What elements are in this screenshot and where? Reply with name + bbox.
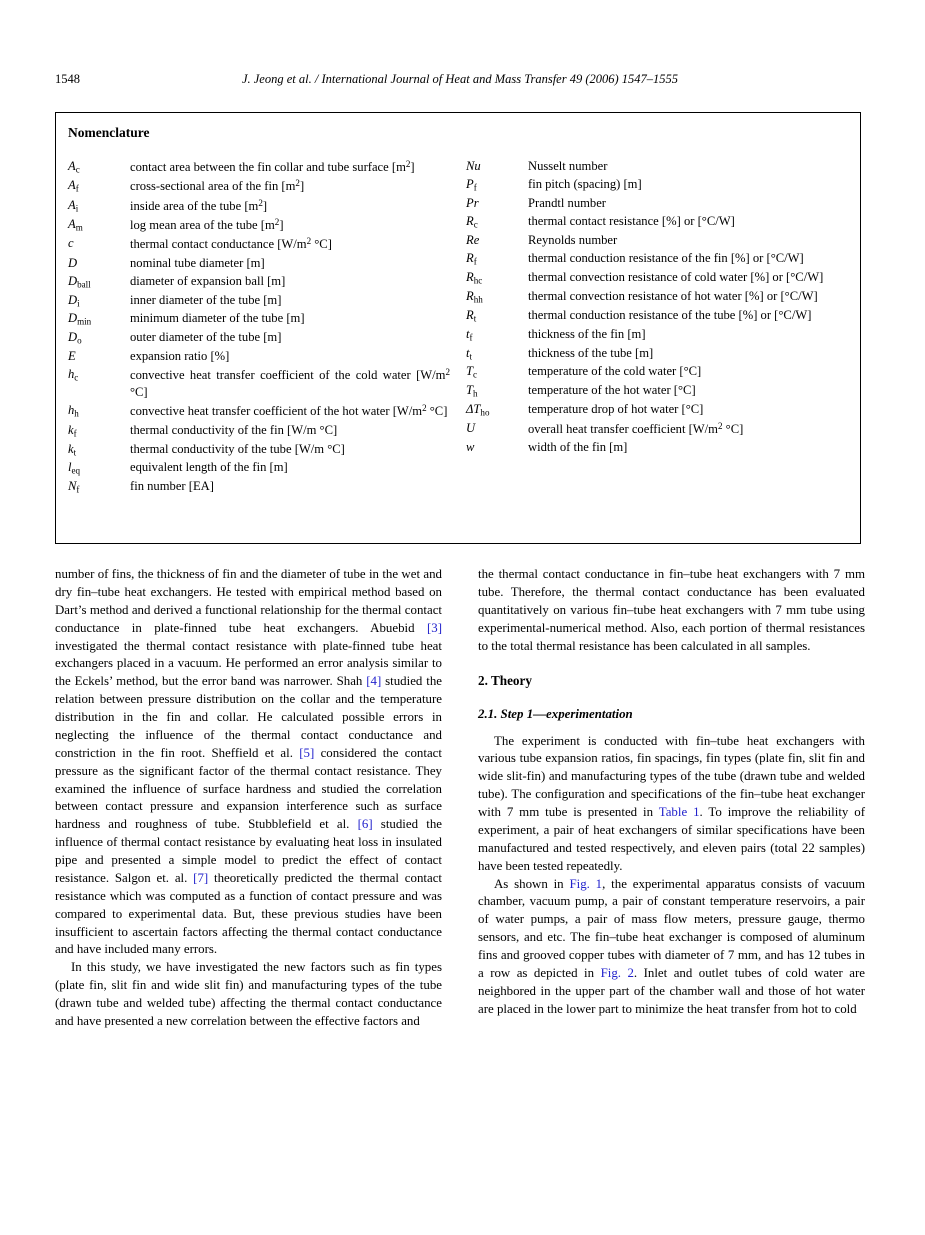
nomenclature-entry (68, 255, 450, 272)
nomenclature-symbol: $A_m$ (68, 216, 83, 233)
nomenclature-definition: thermal conductivity of the tube [W/m °C] (130, 441, 345, 456)
nomenclature-symbol: $R_{hh}$ (466, 289, 483, 305)
nomenclature-entry (466, 401, 848, 418)
nomenclature-entry (466, 382, 848, 399)
nomenclature-entry (68, 235, 450, 253)
nomenclature-definition: Reynolds number (528, 233, 618, 248)
nomenclature-definition: thermal contact resistance [%] or [°C/W] (528, 214, 735, 229)
nomenclature-definition: log mean area of the tube $[m^2]$ (130, 216, 284, 233)
nomenclature-entry (466, 269, 848, 286)
nomenclature-symbol: D (68, 255, 78, 270)
nomenclature-symbol: $\Delta T_{ho}$ (466, 401, 490, 418)
nomenclature-entry (68, 158, 450, 176)
paragraph: In this study, we have investigated the new factors such as fin types (plate fin, slit fin and wide slit fin) and manufacturing types of the tube (drawn tube and welded tube) affecting the thermal contact conductance and have presented a new correlation between the effective factors and (55, 960, 442, 1028)
nomenclature-symbol: U (466, 420, 476, 435)
nomenclature-definition: temperature drop of hot water [°C] (528, 401, 704, 416)
nomenclature-definition: minimum diameter of the tube [m] (130, 311, 305, 326)
nomenclature-entry (68, 478, 450, 495)
nomenclature-definition: thermal conduction resistance of the fin [%] or [°C/W] (528, 251, 804, 266)
nomenclature-symbol: Re (466, 233, 480, 248)
nomenclature-definition: width of the fin [m] (528, 440, 628, 455)
nomenclature-entry (466, 288, 848, 305)
nomenclature-entry (68, 329, 450, 346)
nomenclature-definition: Prandtl number (528, 196, 606, 211)
nomenclature-definition: outer diameter of the tube [m] (130, 330, 282, 345)
nomenclature-entry (466, 250, 848, 267)
nomenclature-definition: temperature of the hot water [°C] (528, 383, 696, 398)
nomenclature-entry (68, 459, 450, 476)
nomenclature-definition: thermal contact conductance [$W/m^2$ °C] (130, 236, 332, 252)
nomenclature-symbol: $R_t$ (466, 307, 477, 324)
nomenclature-entry (466, 158, 848, 175)
nomenclature-definition: Nusselt number (528, 159, 608, 173)
nomenclature-symbol: $P_f$ (466, 177, 477, 193)
nomenclature-entry (68, 273, 450, 290)
nomenclature-symbol: $k_t$ (68, 441, 77, 457)
nomenclature-definition: inner diameter of the tube [m] (130, 292, 282, 307)
nomenclature-box (55, 112, 861, 544)
nomenclature-symbol: Pr (466, 196, 479, 211)
nomenclature-symbol: c (68, 236, 74, 251)
nomenclature-columns (68, 158, 850, 497)
nomenclature-entry (466, 195, 848, 212)
section-heading: 2. Theory (478, 673, 532, 689)
nomenclature-definition: nominal tube diameter [m] (130, 255, 265, 270)
nomenclature-symbol: $D_o$ (68, 330, 82, 346)
nomenclature-symbol: $h_c$ (68, 367, 79, 383)
nomenclature-symbol: $D_{ball}$ (68, 273, 91, 290)
nomenclature-entry (466, 326, 848, 343)
nomenclature-entry (466, 176, 848, 193)
nomenclature-symbol: $N_f$ (68, 479, 80, 495)
nomenclature-definition: diameter of expansion ball [m] (130, 273, 286, 288)
paragraph: number of fins, the thickness of fin and the diameter of tube in the wet and dry fin–tube heat exchangers. He tested with empirical method based on Dart’s method and derived a functional relationship for the thermal contact conductance in plate-finned tube heat exchangers. Abuebid [3] investigated the thermal contact resistance with plate-finned tube heat exchangers placed in a vacuum. He performed an error analysis similar to the Eckels’ method, but the error band was narrower. Shah [4] studied the relation between pressure distribution on the collar and the temperature distribution in the fin and collar. He calculated possible errors in neglecting the influence of the thermal contact conductance and constriction in the fin root. Sheffield et al. [5] considered the contact pressure as the significant factor of the thermal contact resistance. They examined the influence of surface hardness and studied the correlation between contact pressure and expansion interference such as surface hardness and roughness of tube. Stubblefield et al. [6] studied the influence of thermal contact resistance by evaluating heat loss in insulated pipe and presented a simple model to predict the effect of contact resistance. Salgon et. al. [7] theoretically predicted the thermal contact resistance which was computed as a function of contact pressure and was compared to experimental data. But, these previous studies have been insufficient to ascertain factors affecting the thermal contact conductance and have included many errors. (55, 567, 442, 957)
nomenclature-definition: cross-sectional area of the fin $[m^2]$ (130, 178, 305, 194)
nomenclature-symbol: $t_f$ (466, 326, 473, 342)
nomenclature-definition: thermal convection resistance of cold water [%] or [°C/W] (528, 270, 824, 285)
nomenclature-symbol: $l_{eq}$ (68, 460, 81, 476)
nomenclature-symbol: E (68, 349, 76, 364)
paragraph: The experiment is conducted with fin–tube heat exchangers with various tube expansion ratios, fin spacings, fin types (plate fin, slit fin and wide slit-fin) and manufacturing types of the tube (drawn tube and welded tube). The configuration and specifications of the fin–tube heat exchanger with 7 mm tube is presented in Table 1. To improve the reliability of experiment, a pair of heat exchangers of similar specifications have been manufactured and tested respectively, and eleven pairs (total 22 samples) have been tested repeatedly. (478, 733, 865, 873)
nomenclature-entry (68, 348, 450, 365)
body-right-column (478, 566, 865, 1031)
nomenclature-entry (68, 366, 450, 401)
nomenclature-symbol: $k_f$ (68, 422, 77, 438)
nomenclature-left-column (68, 158, 450, 497)
nomenclature-entry (68, 216, 450, 234)
page-number: 1548 (55, 72, 80, 86)
nomenclature-symbol: Nu (466, 159, 481, 173)
nomenclature-definition: fin number [EA] (130, 479, 214, 494)
nomenclature-right-column (466, 158, 848, 497)
nomenclature-symbol: $T_h$ (466, 383, 478, 399)
nomenclature-definition: thermal conductivity of the fin [W/m °C] (130, 422, 338, 437)
nomenclature-entry (68, 292, 450, 309)
nomenclature-definition: overall heat transfer coefficient [$W/m^2$ °C] (528, 420, 744, 436)
body-left-column (55, 566, 442, 1031)
nomenclature-symbol: $A_f$ (68, 178, 79, 194)
nomenclature-definition: equivalent length of the fin [m] (130, 460, 288, 475)
nomenclature-entry (466, 213, 848, 230)
nomenclature-definition: fin pitch (spacing) [m] (528, 177, 642, 192)
nomenclature-definition: convective heat transfer coefficient of the cold water [$W/m^2$ °C] (130, 367, 450, 400)
nomenclature-definition: contact area between the fin collar and tube surface $[m^2]$ (130, 159, 415, 175)
nomenclature-symbol: $t_t$ (466, 345, 473, 361)
nomenclature-entry (466, 232, 848, 249)
nomenclature-entry (466, 345, 848, 362)
nomenclature-definition: convective heat transfer coefficient of the hot water [$W/m^2$ °C] (130, 403, 448, 419)
nomenclature-entry (68, 441, 450, 458)
nomenclature-symbol: $R_f$ (466, 251, 477, 267)
body-columns (55, 566, 865, 1031)
nomenclature-entry (68, 310, 450, 327)
nomenclature-definition: thermal convection resistance of hot water [%] or [°C/W] (528, 289, 818, 304)
subsection-heading: 2.1. Step 1—experimentation (478, 706, 633, 721)
nomenclature-symbol: $A_i$ (68, 197, 79, 213)
nomenclature-symbol: $D_i$ (68, 292, 80, 308)
nomenclature-symbol: $R_c$ (466, 214, 478, 230)
nomenclature-symbol: w (466, 440, 475, 455)
nomenclature-definition: temperature of the cold water [°C] (528, 364, 702, 379)
nomenclature-symbol: $R_{hc}$ (466, 270, 483, 286)
nomenclature-entry (68, 422, 450, 439)
nomenclature-definition: expansion ratio [%] (130, 349, 230, 364)
nomenclature-entry (466, 307, 848, 324)
nomenclature-definition: inside area of the tube $[m^2]$ (130, 197, 268, 213)
running-head (55, 72, 865, 87)
nomenclature-entry (68, 177, 450, 195)
nomenclature-entry (466, 439, 848, 456)
nomenclature-symbol: $A_c$ (68, 159, 80, 175)
nomenclature-entry (466, 420, 848, 438)
nomenclature-symbol: $T_c$ (466, 364, 478, 380)
nomenclature-entry (68, 402, 450, 420)
running-title: J. Jeong et al. / International Journal of Heat and Mass Transfer 49 (2006) 1547–1555 (241, 72, 679, 86)
nomenclature-title: Nomenclature (68, 125, 150, 140)
paragraph: the thermal contact conductance in fin–tube heat exchangers with 7 mm tube. Therefore, the thermal contact conductance has been evaluated quantitatively on various fin–tube heat exchangers with 7 mm tube using experimental-numerical method. Also, each portion of thermal resistances to the total thermal resistance has been calculated in all samples. (478, 567, 865, 653)
nomenclature-entry (68, 197, 450, 215)
nomenclature-entry (466, 363, 848, 380)
nomenclature-definition: thickness of the tube [m] (528, 345, 654, 360)
nomenclature-definition: thermal conduction resistance of the tube [%] or [°C/W] (528, 307, 812, 322)
nomenclature-symbol: $D_{min}$ (68, 311, 92, 327)
nomenclature-symbol: $h_h$ (68, 403, 79, 419)
paragraph: As shown in Fig. 1, the experimental apparatus consists of vacuum chamber, vacuum pump, a pair of constant temperature reservoirs, a pair of water pumps, a pair of mass flow meters, pressure gauge, thermo sensors, and etc. The fin–tube heat exchanger is composed of aluminum fins and grooved copper tubes with diameter of 7 mm, and has 12 tubes in a row as depicted in Fig. 2. Inlet and outlet tubes of cold water are neighbored in the upper part of the chamber wall and those of hot water are placed in the lower part to minimize the heat transfer from hot to cold (478, 876, 866, 1016)
nomenclature-definition: thickness of the fin [m] (528, 326, 646, 341)
